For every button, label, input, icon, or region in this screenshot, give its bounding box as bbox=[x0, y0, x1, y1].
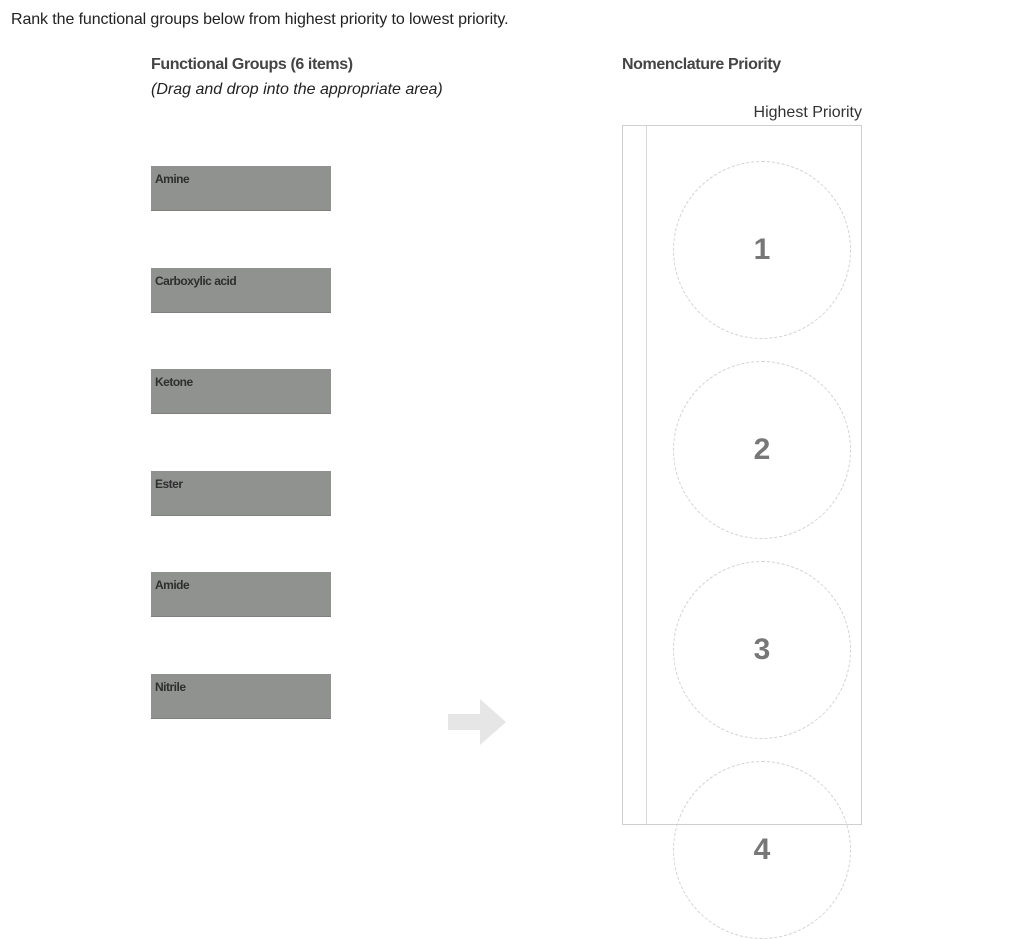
item-label: Amine bbox=[155, 172, 190, 186]
item-label: Nitrile bbox=[155, 680, 186, 694]
draggable-item-amine[interactable] bbox=[151, 166, 331, 211]
draggable-item-carboxylic-acid[interactable] bbox=[151, 268, 331, 313]
priority-drop-panel bbox=[622, 125, 862, 866]
panel-rail bbox=[646, 126, 647, 824]
draggable-item-amide[interactable] bbox=[151, 572, 331, 617]
target-panel-title: Nomenclature Priority bbox=[622, 56, 781, 73]
source-panel-hint: (Drag and drop into the appropriate area) bbox=[151, 81, 443, 98]
drop-slot-4[interactable] bbox=[673, 761, 851, 939]
draggable-item-ester[interactable] bbox=[151, 471, 331, 516]
drop-slot-1[interactable] bbox=[673, 161, 851, 339]
item-label: Ester bbox=[155, 477, 183, 491]
item-label: Ketone bbox=[155, 375, 193, 389]
slot-number: 1 bbox=[753, 233, 771, 266]
slot-number: 4 bbox=[753, 833, 771, 866]
item-label: Carboxylic acid bbox=[155, 274, 237, 288]
arrow-right-icon bbox=[448, 699, 506, 745]
draggable-item-ketone[interactable] bbox=[151, 369, 331, 414]
draggable-item-nitrile[interactable] bbox=[151, 674, 331, 719]
slot-number: 2 bbox=[753, 433, 771, 466]
source-panel-title: Functional Groups (6 items) bbox=[151, 56, 353, 73]
drop-slot-3[interactable] bbox=[673, 561, 851, 739]
drop-slot-2[interactable] bbox=[673, 361, 851, 539]
slot-number: 3 bbox=[753, 633, 771, 666]
question-instruction: Rank the functional groups below from highest priority to lowest priority. bbox=[11, 11, 509, 28]
highest-priority-label: Highest Priority bbox=[753, 104, 862, 121]
item-label: Amide bbox=[155, 578, 190, 592]
